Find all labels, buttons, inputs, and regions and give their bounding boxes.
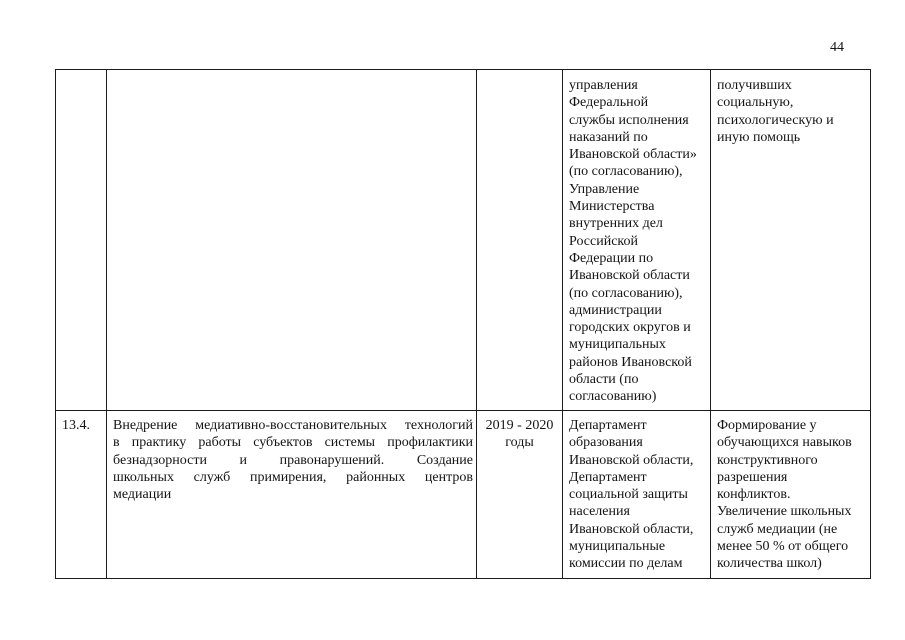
- executors-line: наказаний по: [569, 129, 648, 145]
- executors-line: Ивановской области,: [569, 452, 694, 468]
- executors-line: (по согласованию),: [569, 164, 683, 180]
- executors-line: районов Ивановской: [569, 354, 692, 370]
- measure-line: школьных служб примирения, районных центров: [113, 469, 473, 485]
- result-line: конструктивного: [717, 452, 818, 468]
- executors-line: Ивановской области,: [569, 521, 694, 537]
- table-row: [56, 70, 871, 411]
- page-number: 44: [830, 40, 844, 55]
- result-line: Увеличение школьных: [717, 504, 852, 520]
- cell-period: [477, 70, 563, 411]
- cell-result: [711, 411, 871, 579]
- result-line: получивших: [717, 78, 792, 93]
- executors-line: Министерства: [569, 199, 655, 215]
- item-number: 13.4.: [62, 418, 90, 433]
- executors-line: Российской: [569, 233, 638, 249]
- result-line: иную помощь: [717, 129, 801, 145]
- executors-line: службы исполнения: [569, 112, 689, 128]
- executors-line: администрации: [569, 302, 662, 318]
- period-years: 2019 - 2020: [485, 418, 554, 433]
- executors-line: Департамент: [569, 469, 647, 485]
- executors-line: образования: [569, 435, 643, 451]
- period-unit: годы: [505, 435, 534, 451]
- measure-line: в практику работы субъектов системы профилактики: [113, 435, 473, 451]
- cell-measure: [107, 70, 477, 411]
- result-line: менее 50 % от общего: [717, 539, 849, 555]
- executors-line: Федерации по: [569, 250, 654, 266]
- result-line: разрешения: [717, 469, 788, 485]
- table-row: [56, 411, 871, 579]
- executors-line: Ивановской области: [569, 268, 690, 284]
- cell-executors: [563, 70, 711, 411]
- measure-line: Внедрение медиативно-восстановительных технологий: [113, 418, 473, 433]
- executors-line: Ивановской области»: [569, 147, 697, 163]
- executors-line: Управление: [569, 181, 640, 197]
- executors-line: муниципальные: [569, 539, 666, 555]
- cell-number: [56, 411, 107, 579]
- result-line: конфликтов.: [717, 487, 791, 503]
- cell-number: [56, 70, 107, 411]
- result-line: служб медиации (не: [717, 521, 838, 537]
- executors-line: Департамент: [569, 418, 647, 433]
- cell-measure: [107, 411, 477, 579]
- result-line: обучающихся навыков: [717, 435, 852, 451]
- executors-line: городских округов и: [569, 320, 691, 336]
- cell-period: [477, 411, 563, 579]
- executors-line: области (по: [569, 372, 639, 388]
- executors-line: Федеральной: [569, 95, 649, 111]
- cell-executors: [563, 411, 711, 579]
- executors-line: социальной защиты: [569, 487, 688, 503]
- executors-line: муниципальных: [569, 337, 666, 353]
- executors-line: управления: [569, 78, 638, 93]
- result-line: социальную,: [717, 95, 794, 111]
- executors-line: населения: [569, 504, 630, 520]
- result-line: Формирование у: [717, 418, 817, 433]
- cell-result: [711, 70, 871, 411]
- executors-line: (по согласованию),: [569, 285, 683, 301]
- measure-line: безнадзорности и правонарушений. Создание: [113, 452, 473, 468]
- result-line: психологическую и: [717, 112, 834, 128]
- result-line: количества школ): [717, 556, 822, 572]
- executors-line: внутренних дел: [569, 216, 663, 232]
- measures-table: [55, 69, 871, 579]
- measure-line: медиации: [113, 487, 172, 503]
- executors-line: согласованию): [569, 389, 657, 405]
- executors-line: комиссии по делам: [569, 556, 683, 572]
